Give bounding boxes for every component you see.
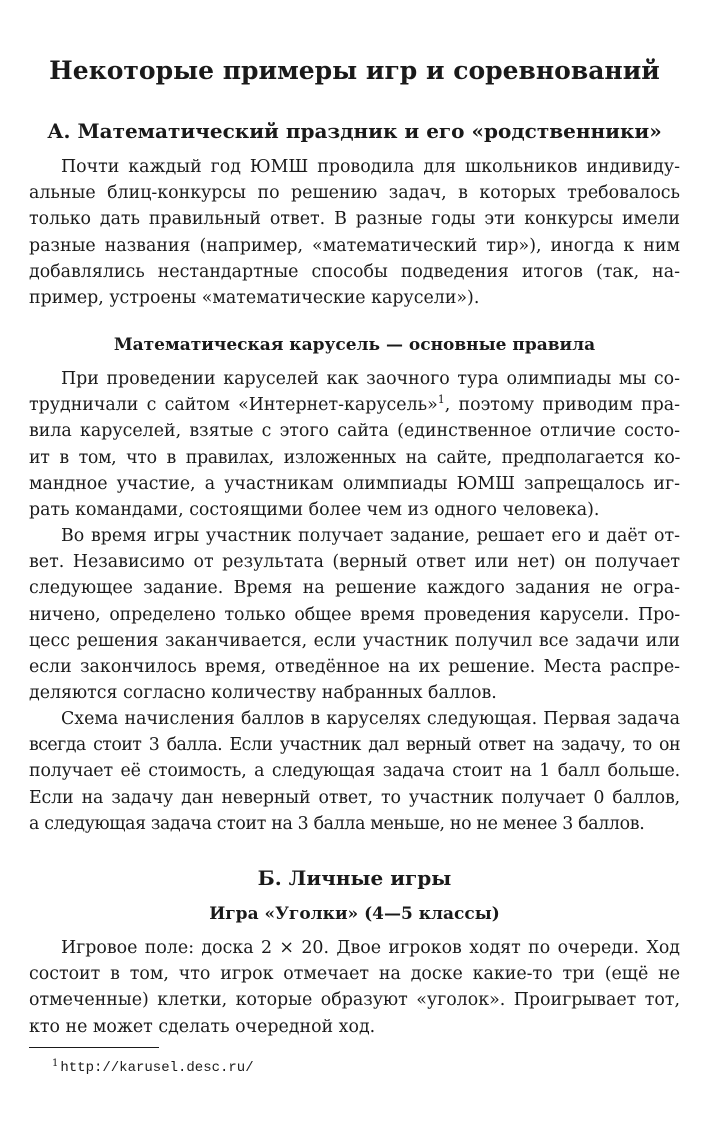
text-line: мандное участие, а участникам олимпиады ЮМШ запрещалось иг-: [29, 473, 680, 494]
carousel-paragraph-1: [29, 366, 680, 523]
text-line: кто не может сделать очередной ход.: [29, 1016, 376, 1037]
carousel-paragraph-2: [29, 523, 680, 706]
footnote: [52, 1054, 254, 1078]
text-line: следующее задание. Время на решение каждого задания не огра-: [29, 578, 680, 599]
text-line-with-footnote: [29, 392, 680, 418]
text-line: только дать правильный ответ. В разные годы эти конкурсы имели: [29, 209, 680, 230]
carousel-rules-heading: Математическая карусель — основные правила: [113, 335, 596, 355]
footnote-number: 1: [52, 1058, 59, 1069]
section-b-heading: Б. Личные игры: [257, 866, 452, 890]
page-title: Некоторые примеры игр и соревнований: [49, 56, 660, 85]
text-line: рать командами, состоящими более чем из одного человека).: [29, 499, 600, 520]
text-fragment: трудничали с сайтом «Интернет-карусель»: [29, 395, 438, 416]
footnote-reference: 1: [437, 393, 445, 407]
game-heading: Игра «Уголки» (4—5 классы): [209, 904, 500, 924]
text-line: вила каруселей, взятые с этого сайта (единственное отличие состо-: [29, 421, 680, 442]
text-line: При проведении каруселей как заочного тура олимпиады мы со-: [61, 369, 680, 389]
text-line: получает её стоимость, а следующая задача стоит на 1 балл больше.: [29, 761, 680, 782]
carousel-paragraph-3: [29, 706, 680, 837]
footnote-link[interactable]: http://karusel.desc.ru/: [60, 1060, 254, 1076]
section-a-heading: А. Математический праздник и его «родственники»: [47, 119, 662, 143]
text-line: Игровое поле: доска 2 × 20. Двое игроков ходят по очереди. Ход: [61, 938, 680, 958]
game-rules-paragraph: [29, 935, 680, 1040]
text-line: Схема начисления баллов в каруселях следующая. Первая задача: [61, 709, 680, 729]
text-line: Если на задачу дан неверный ответ, то участник получает 0 баллов,: [29, 787, 680, 808]
text-line: пример, устроены «математические карусели»).: [29, 287, 480, 308]
text-line: альные блиц-конкурсы по решению задач, в которых требовалось: [29, 183, 680, 204]
text-line: ит в том, что в правилах, изложенных на сайте, предполагается ко-: [29, 447, 680, 468]
text-line: если закончилось время, отведённое на их решение. Места распре-: [29, 656, 680, 677]
text-line: всегда стоит 3 балла. Если участник дал верный ответ на задачу, то он: [29, 735, 680, 756]
text-line: Во время игры участник получает задание, решает его и даёт от-: [61, 526, 680, 546]
section-a-intro-paragraph: [29, 154, 680, 311]
text-line: ничено, определено только общее время проведения карусели. Про-: [29, 604, 680, 625]
text-line: деляются согласно количеству набранных баллов.: [29, 683, 497, 704]
text-line: отмеченные) клетки, которые образуют «уголок». Проигрывает тот,: [29, 990, 680, 1011]
text-line: разные названия (например, «математический тир»), иногда к ним: [29, 235, 680, 256]
text-line: состоит в том, что игрок отмечает на доске какие-то три (ещё не: [29, 964, 680, 985]
text-line: Почти каждый год ЮМШ проводила для школьников индивиду-: [61, 157, 680, 177]
text-fragment: , поэтому приводим пра-: [444, 395, 680, 416]
text-line: вет. Независимо от результата (верный ответ или нет) он получает: [29, 552, 680, 573]
text-line: а следующая задача стоит на 3 балла меньше, но не менее 3 баллов.: [29, 813, 645, 834]
text-line: добавлялись нестандартные способы подведения итогов (так, на-: [29, 261, 680, 282]
footnote-divider: [29, 1047, 159, 1048]
text-line: цесс решения заканчивается, если участник получил все задачи или: [29, 630, 680, 651]
